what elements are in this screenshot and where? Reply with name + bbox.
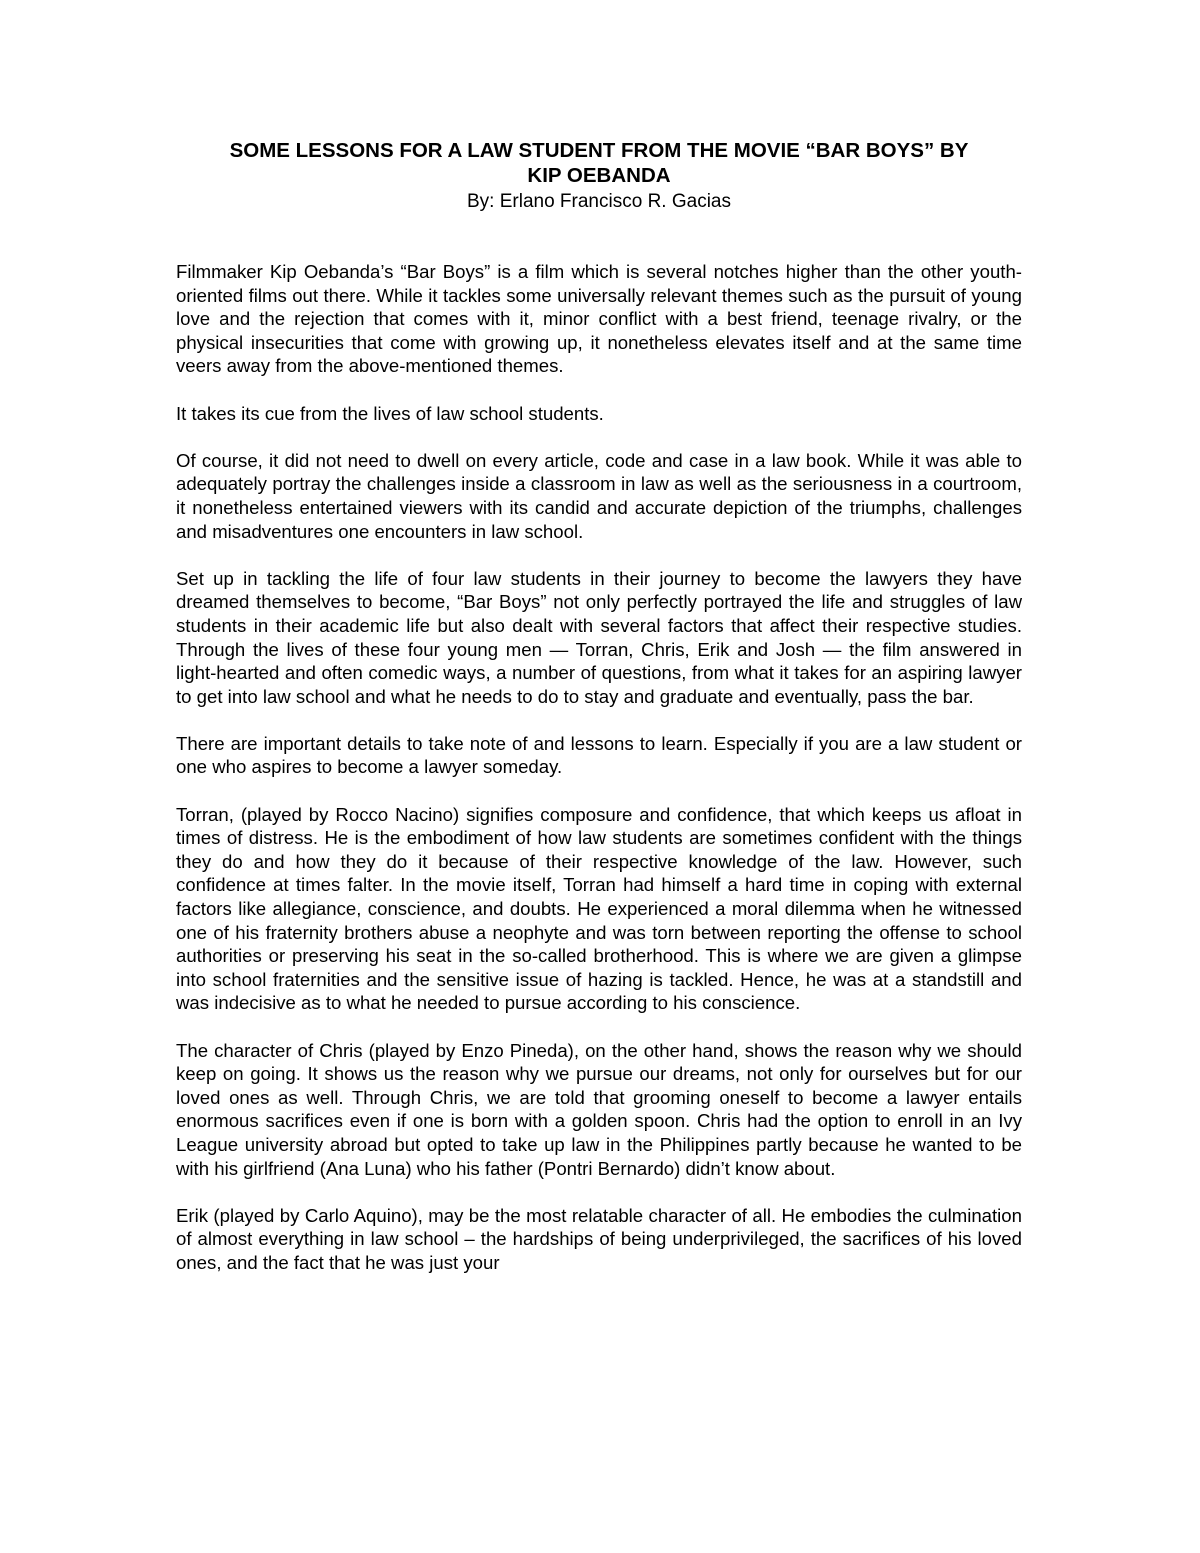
paragraph: The character of Chris (played by Enzo Pineda), on the other hand, shows the reason why we should keep on going. It shows us the reason why we pursue our dreams, not only for ourselves but for our loved ones as well. Through Chris, we are told that grooming oneself to become a lawyer entails enormous sacrifices even if one is born with a golden spoon. Chris had the option to enroll in an Ivy League university abroad but opted to take up law in the Philippines partly because he wanted to be with his girlfriend (Ana Luna) who his father (Pontri Bernardo) didn’t know about. (176, 1039, 1022, 1179)
document-title (176, 138, 1022, 188)
paragraph: There are important details to take note of and lessons to learn. Especially if you are a law student or one who aspires to become a lawyer someday. (176, 732, 1022, 778)
paragraph: Filmmaker Kip Oebanda’s “Bar Boys” is a film which is several notches higher than the other youth-oriented films out there. While it tackles some universally relevant themes such as the pursuit of young love and the rejection that comes with it, minor conflict with a best friend, teenage rivalry, or the physical insecurities that come with growing up, it nonetheless elevates itself and at the same time veers away from the above-mentioned themes. (176, 261, 1022, 377)
title-line-2: KIP OEBANDA (527, 164, 671, 187)
document-page (176, 138, 1022, 1275)
author-byline: By: Erlano Francisco R. Gacias (467, 191, 731, 212)
paragraph: Of course, it did not need to dwell on every article, code and case in a law book. While it was able to adequately portray the challenges inside a classroom in law as well as the seriousness in a courtroom, it nonetheless entertained viewers with its candid and accurate depiction of the triumphs, challenges and misadventures one encounters in law school. (176, 449, 1022, 542)
title-line-1: SOME LESSONS FOR A LAW STUDENT FROM THE MOVIE “BAR BOYS” BY (229, 139, 969, 162)
paragraph: Torran, (played by Rocco Nacino) signifies composure and confidence, that which keeps us afloat in times of distress. He is the embodiment of how law students are sometimes confident with the things they do and how they do it because of their respective knowledge of the law. However, such confidence at times falter. In the movie itself, Torran had himself a hard time in coping with external factors like allegiance, conscience, and doubts. He experienced a moral dilemma when he witnessed one of his fraternity brothers abuse a neophyte and was torn between reporting the offense to school authorities or preserving his seat in the so-called brotherhood. This is where we are given a glimpse into school fraternities and the sensitive issue of hazing is tackled. Hence, he was at a standstill and was indecisive as to what he needed to pursue according to his conscience. (176, 803, 1022, 1014)
paragraph: Erik (played by Carlo Aquino), may be the most relatable character of all. He embodies the culmination of almost everything in law school – the hardships of being underprivileged, the sacrifices of his loved ones, and the fact that he was just your (176, 1204, 1022, 1273)
article-body (176, 260, 1022, 1275)
paragraph: Set up in tackling the life of four law students in their journey to become the lawyers they have dreamed themselves to become, “Bar Boys” not only perfectly portrayed the life and struggles of law students in their academic life but also dealt with several factors that affect their respective studies. Through the lives of these four young men — Torran, Chris, Erik and Josh — the film answered in light-hearted and often comedic ways, a number of questions, from what it takes for an aspiring lawyer to get into law school and what he needs to do to stay and graduate and eventually, pass the bar. (176, 567, 1022, 707)
paragraph: It takes its cue from the lives of law school students. (176, 402, 604, 424)
